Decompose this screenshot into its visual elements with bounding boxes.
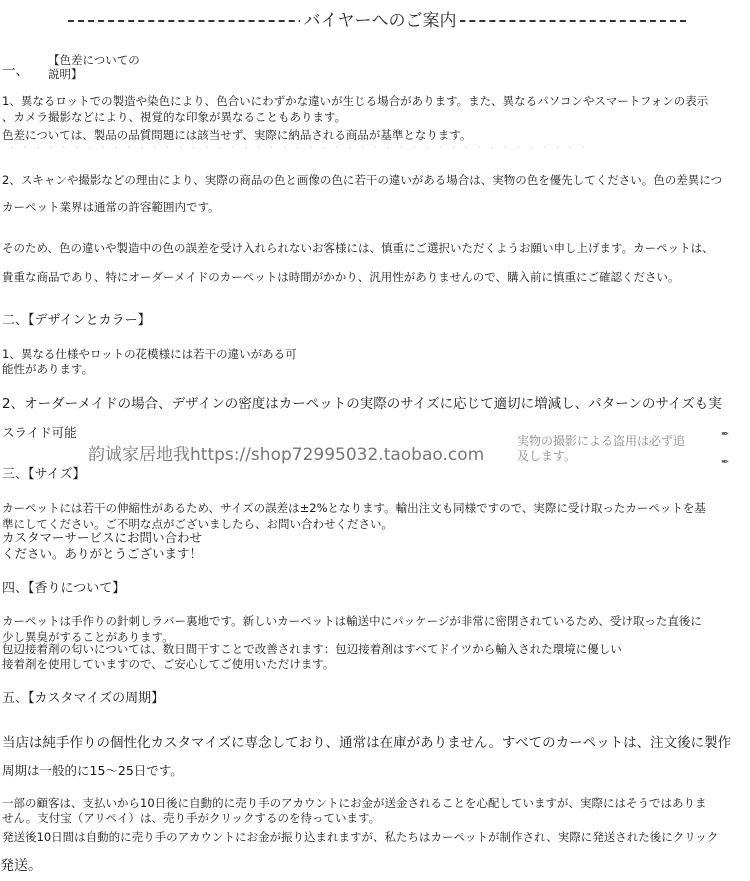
section-3-heading: 三、【サイズ】 xyxy=(2,467,86,482)
section-4-heading: 四、【香りについて】 xyxy=(2,581,126,596)
size-para-1-line-1: カーペットには若干の伸縮性があるため、サイズの誤差は±2%となります。輸出注文も同様ですので、実際に受け取ったカーペットを基 xyxy=(2,501,706,515)
size-para-2-line-1: カスタマーサービスにお問い合わせ xyxy=(2,530,203,545)
design-para-2-line-2: スライド可能 xyxy=(2,425,77,440)
color-para-3-line-1: そのため、色の違いや製造中の色の誤差を受け入れられないお客様には、慎重にご選択いただくようお願い申し上げます。カーペットは、 xyxy=(2,241,714,255)
color-para-3-line-2: 貴重な商品であり、特にオーダーメイドのカーペットは時間がかかり、汎用性がありませんので、購入前に慎重にご確認ください。 xyxy=(2,270,680,284)
design-para-1-line-1: 1、異なる仕様やロットの花模様には若干の違いがある可 xyxy=(2,347,297,361)
copyright-note: 実物の撮影による盗用は必ず追及します。 xyxy=(517,434,686,463)
section-2-heading: 二、【デザインとカラー】 xyxy=(2,313,151,328)
smell-para-line-3: 包辺接着剤の匂いについては、数日間干すことで改善されます：包辺接着剤はすべてドイツから輸入された環境に優しい xyxy=(2,642,622,656)
section-1-number: 一、 xyxy=(2,63,29,79)
design-para-2-line-1: 2、オーダーメイドの場合、デザインの密度はカーペットの実際のサイズに応じて適切に増減し、パターンのサイズも実 xyxy=(2,396,722,412)
cycle-para-3-line-1: 発送後10日間は自動的に売り手のアカウントにお金が振り込まれますが、私たちはカーペットが制作され、実際に発送された後にクリック xyxy=(2,830,719,844)
design-para-1-line-2: 能性があります。 xyxy=(2,362,94,376)
page-title: バイヤーへのご案内 xyxy=(300,10,460,32)
color-para-1-line-3: 色差については、製品の品質問題には該当せず、実際に納品される商品が基準となります。 xyxy=(2,128,472,142)
cycle-para-2-line-2: せん。支付宝（アリペイ）は、売り手がクリックするのを待っています。 xyxy=(2,811,381,825)
size-para-1-line-2: 準にしてください。ご不明な点がございましたら、お問い合わせください。 xyxy=(2,517,393,531)
size-para-2-line-2: ください。ありがとうございます！ xyxy=(2,546,203,561)
section-1-heading-line2: 説明】 xyxy=(48,67,83,81)
shop-watermark: 韵诚家居地我https://shop72995032.taobao.com xyxy=(88,445,485,465)
smell-para-line-4: 接着剤を使用していますので、ご安心してご使用いただけます。 xyxy=(2,657,335,671)
cycle-para-1-line-1: 当店は純手作りの個性化カスタマイズに専念しており、通常は在庫がありません。すべてのカーペットは、注文後に製作 xyxy=(2,735,732,751)
section-5-heading: 五、【カスタマイズの周期】 xyxy=(2,691,165,706)
color-para-2-line-2: カーペット業界は通常の許容範囲内です。 xyxy=(2,200,220,214)
mark-glyph: ✒ xyxy=(721,457,730,468)
smell-para-line-1: カーペットは手作りの針刺しラバー裏地です。新しいカーペットは輸送中にパッケージが非常に密閉されているため、受け取った直後に xyxy=(2,614,702,628)
color-para-1-line-1: 1、異なるロットでの製造や染色により、色合いにわずかな違いが生じる場合があります。また、異なるパソコンやスマートフォンの表示 xyxy=(2,94,709,108)
cycle-para-3-line-2: 発送。 xyxy=(0,858,42,874)
faint-scan-line: · · · · · · · · · · · · · · · · · · · · · · · · · · · · · · · · · · · · · · · · · · · · · xyxy=(10,141,589,154)
section-1-heading-line1: 【色差についての xyxy=(48,53,140,67)
smell-para-line-2: 少し異臭がすることがあります。 xyxy=(2,630,174,644)
cycle-para-1-line-2: 周期は一般的に15〜25日です。 xyxy=(2,763,183,778)
color-para-1-line-2: 、カメラ撮影などにより、視覚的な印象が異なることもあります。 xyxy=(2,110,347,124)
color-para-2-line-1: 2、スキャンや撮影などの理由により、実際の商品の色と画像の色に若干の違いがある場合は、実物の色を優先してください。色の差異につ xyxy=(2,173,723,187)
mark-glyph: ✒ xyxy=(721,429,730,440)
cycle-para-2-line-1: 一部の顧客は、支払いから10日後に自動的に売り手のアカウントにお金が送金されることを心配していますが、実際にはそうではありま xyxy=(2,796,707,810)
